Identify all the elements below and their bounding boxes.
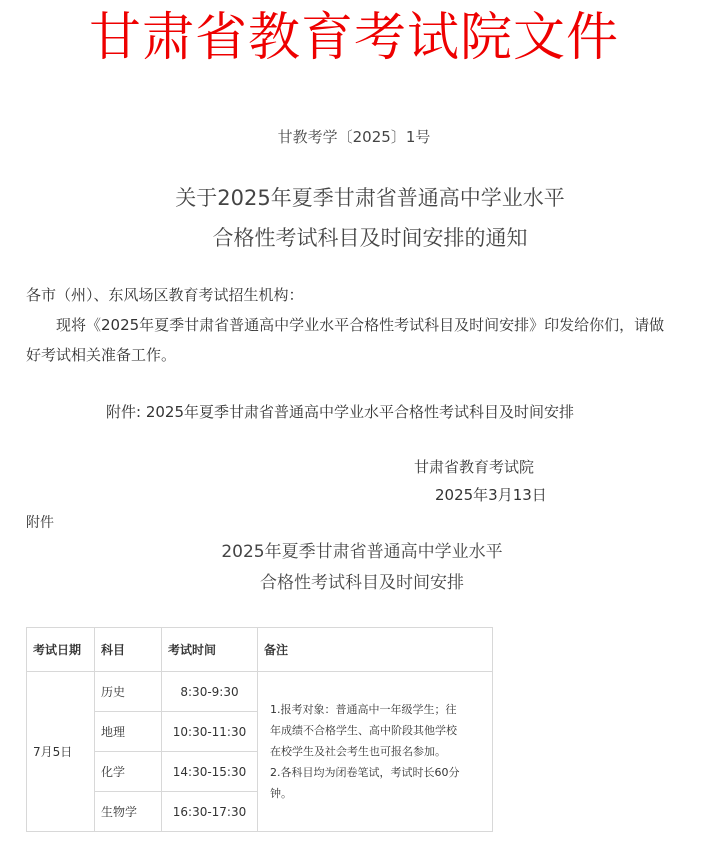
header-exam-date: 考试日期 [27,628,95,672]
attachment-label: 附件 [26,515,54,531]
subject-cell: 地理 [95,712,162,752]
subject-cell: 化学 [95,752,162,792]
attachment-title-line-1: 2025年夏季甘肃省普通高中学业水平 [221,542,503,562]
time-cell: 8:30-9:30 [162,672,258,712]
table-header-row [27,628,493,672]
notice-title-line-2: 合格性考试科目及时间安排的通知 [212,226,528,250]
exam-date-cell: 7月5日 [27,672,95,832]
remark-line: 2.各科目均为闭卷笔试，考试时长60分 [270,766,460,779]
body-text-line-1: 现将《2025年夏季甘肃省普通高中学业水平合格性考试科目及时间安排》印发给你们，请做 [56,316,665,334]
remark-line: 1.报考对象：普通高中一年级学生；往 [270,703,457,716]
time-cell: 14:30-15:30 [162,752,258,792]
recipient: 各市（州）、东风场区教育考试招生机构： [26,286,304,304]
subject-cell: 生物学 [95,792,162,832]
signature-org: 甘肃省教育考试院 [414,458,535,476]
document-header-title: 甘肃省教育考试院文件 [88,8,619,68]
remark-line: 钟。 [270,787,292,800]
header-subject: 科目 [95,628,162,672]
signature-date: 2025年3月13日 [435,486,547,504]
notice-title-line-1: 关于2025年夏季甘肃省普通高中学业水平 [175,186,565,210]
attachment-title-line-2: 合格性考试科目及时间安排 [260,573,464,593]
exam-schedule-table [26,627,493,832]
remarks-cell [258,672,493,832]
attachment-reference: 附件: 2025年夏季甘肃省普通高中学业水平合格性考试科目及时间安排 [106,403,574,421]
remark-line: 在校学生及社会考生也可报名参加。 [270,745,446,758]
document-number: 甘教考学〔2025〕1号 [277,128,431,146]
time-cell: 10:30-11:30 [162,712,258,752]
subject-cell: 历史 [95,672,162,712]
body-text-line-2: 好考试相关准备工作。 [26,346,177,364]
time-cell: 16:30-17:30 [162,792,258,832]
table-row [27,672,493,712]
header-remarks: 备注 [258,628,493,672]
header-exam-time: 考试时间 [162,628,258,672]
remark-line: 年成绩不合格学生、高中阶段其他学校 [270,724,457,737]
